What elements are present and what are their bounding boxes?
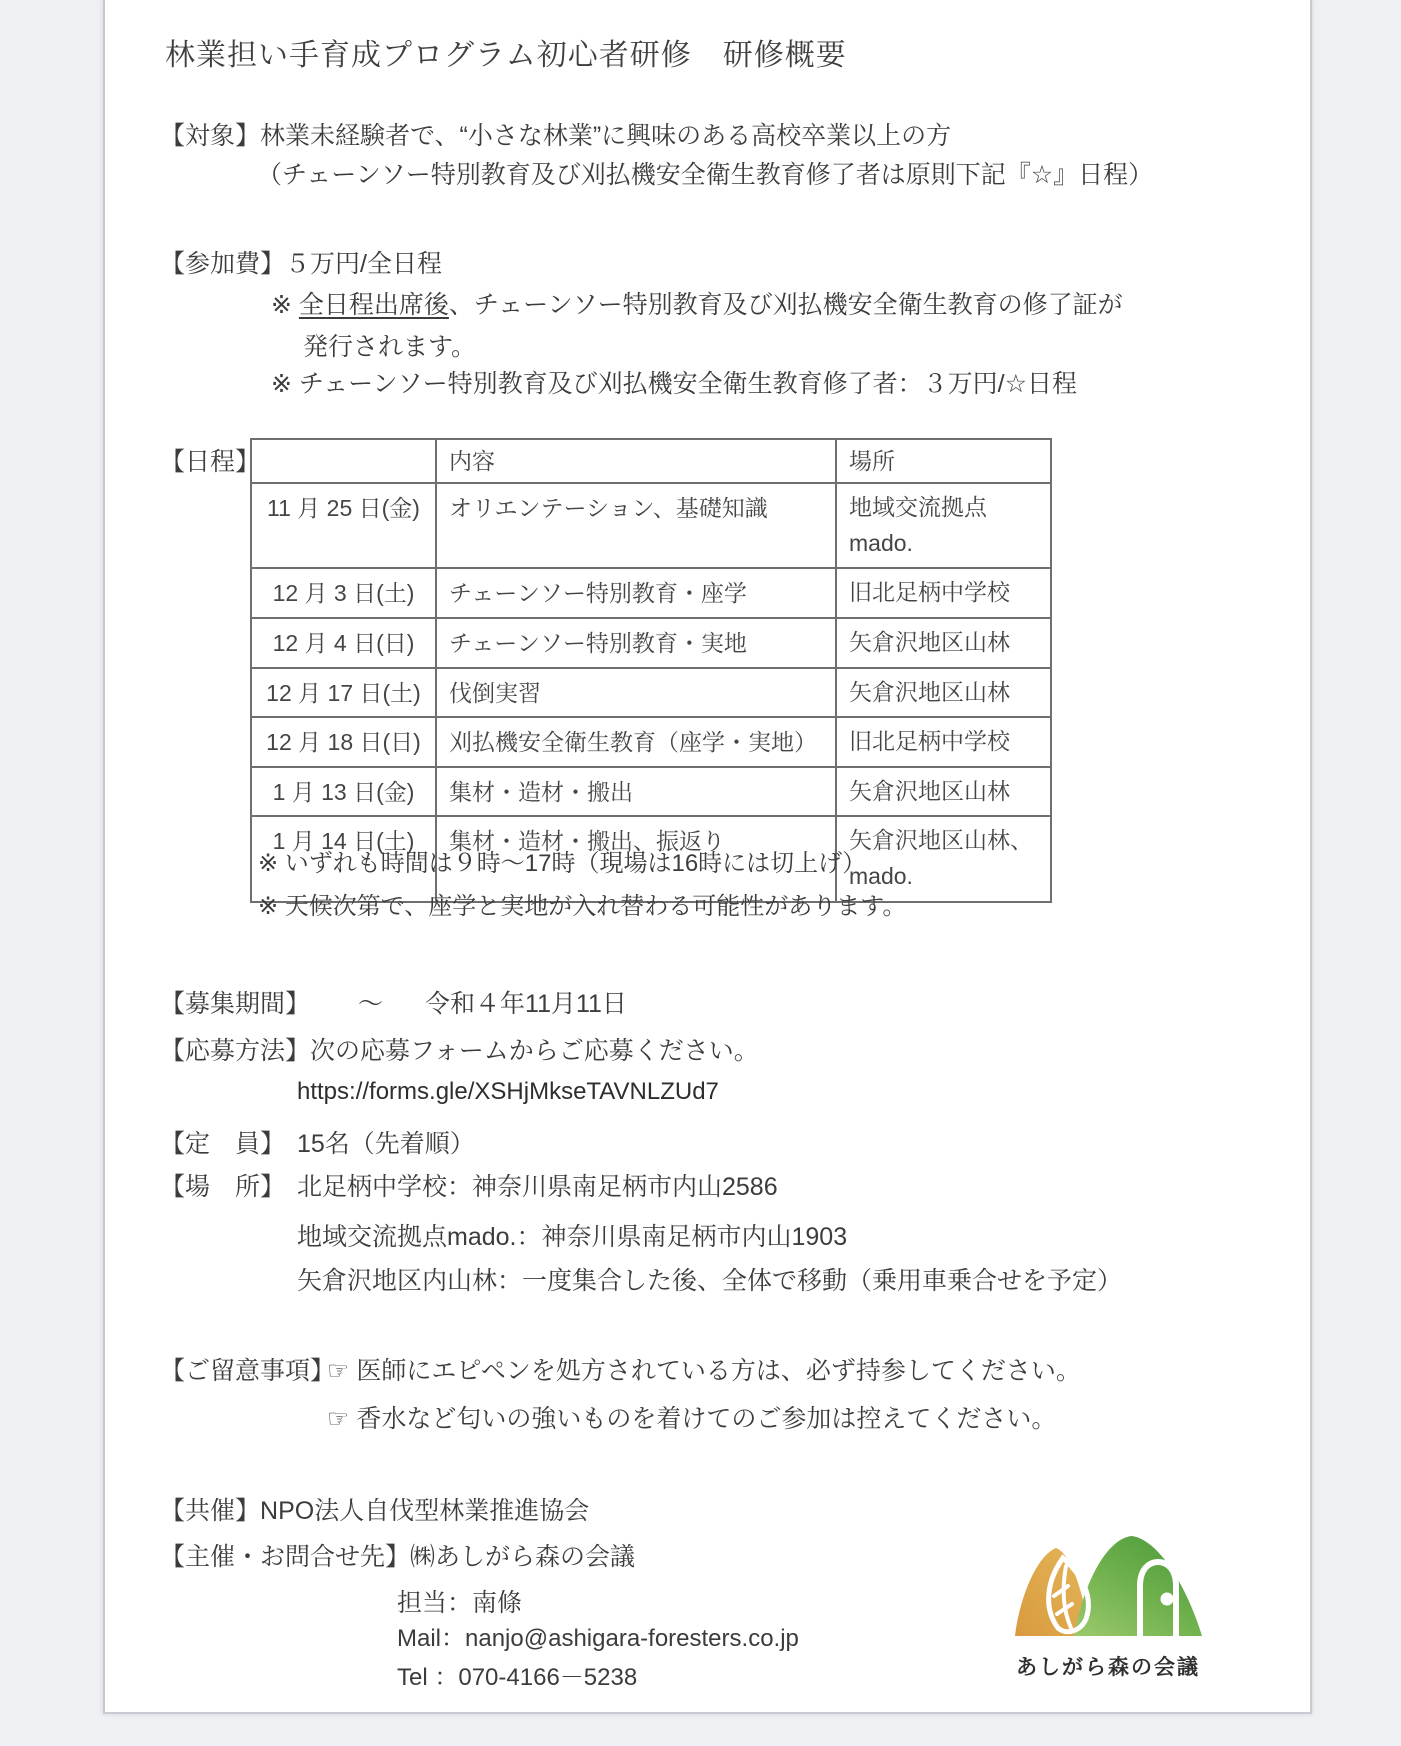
page-title: 林業担い手育成プログラム初心者研修 研修概要 bbox=[165, 39, 847, 72]
recruitment-label: 【募集期間】 bbox=[160, 990, 311, 1018]
cell-content: 伐倒実習 bbox=[436, 668, 836, 718]
table-row bbox=[251, 483, 1051, 568]
schedule-weather-note: ※ 天候次第で、座学と実地が入れ替わる可能性があります。 bbox=[258, 893, 907, 920]
cell-place: 旧北足柄中学校 bbox=[836, 568, 1051, 618]
cell-date: 12 月 17 日(土) bbox=[251, 668, 436, 718]
location-line-1: 北足柄中学校：神奈川県南足柄市内山2586 bbox=[297, 1173, 778, 1201]
fee-note-underlined: 全日程出席後 bbox=[298, 291, 449, 319]
location-line-2: 地域交流拠点mado.：神奈川県南足柄市内山1903 bbox=[297, 1223, 848, 1251]
cell-content: オリエンテーション、基礎知識 bbox=[436, 483, 836, 568]
ashigara-logo-icon bbox=[1008, 1522, 1208, 1644]
tel-label: Tel ： bbox=[397, 1664, 459, 1691]
contact-tel bbox=[397, 1657, 637, 1692]
recruitment-deadline: 令和４年11月11日 bbox=[425, 990, 627, 1018]
target-label: 【対象】 bbox=[160, 122, 261, 150]
cohost-row bbox=[160, 1491, 589, 1527]
cell-date: 12 月 18 日(日) bbox=[251, 717, 436, 767]
cell-content: 集材・造材・搬出 bbox=[436, 767, 836, 817]
capacity-label: 【定 員】 bbox=[160, 1130, 286, 1158]
cell-content: チェーンソー特別教育・実地 bbox=[436, 618, 836, 668]
caution-line-1: ☞ 医師にエピペンを処方されている方は、必ず持参してください。 bbox=[327, 1357, 1081, 1385]
cell-date: 11 月 25 日(金) bbox=[251, 483, 436, 568]
application-text: 次の応募フォームからご応募ください。 bbox=[310, 1037, 759, 1065]
cell-place: 旧北足柄中学校 bbox=[836, 717, 1051, 767]
cell-place: 矢倉沢地区山林 bbox=[836, 618, 1051, 668]
fee-note-rest: 、チェーンソー特別教育及び刈払機安全衛生教育の修了証が bbox=[448, 291, 1123, 319]
table-row bbox=[251, 668, 1051, 718]
host-label: 【主催・お問合せ先】 bbox=[160, 1543, 411, 1571]
cohost-label: 【共催】 bbox=[160, 1497, 261, 1525]
schedule-table bbox=[250, 438, 1052, 903]
cell-content: 集材・造材・搬出、振返り bbox=[436, 816, 836, 902]
cell-place: 矢倉沢地区山林 bbox=[836, 668, 1051, 718]
caution-line-2: ☞ 香水など匂いの強いものを着けてのご参加は控えてください。 bbox=[327, 1405, 1057, 1433]
table-row bbox=[251, 717, 1051, 767]
tilde: ～ bbox=[358, 990, 384, 1018]
cell-content: チェーンソー特別教育・座学 bbox=[436, 568, 836, 618]
target-text: 林業未経験者で、“小さな林業”に興味のある高校卒業以上の方 bbox=[260, 122, 952, 150]
cell-place: 矢倉沢地区山林 bbox=[836, 767, 1051, 817]
header-content: 内容 bbox=[436, 439, 836, 483]
target-row bbox=[160, 116, 951, 152]
fee-label: 【参加費】 bbox=[160, 250, 286, 278]
caution-label: 【ご留意事項】 bbox=[160, 1357, 336, 1385]
recruitment-row bbox=[160, 984, 627, 1020]
cell-place: 地域交流拠点mado. bbox=[836, 483, 1051, 568]
logo-text: あしがら森の会議 bbox=[1016, 1656, 1200, 1679]
doorknob bbox=[1161, 1593, 1174, 1606]
schedule-time-note: ※ いずれも時間は９時～17時（現場は16時には切上げ） bbox=[258, 850, 867, 877]
cell-date: 1 月 13 日(金) bbox=[251, 767, 436, 817]
fee-amount: ５万円/全日程 bbox=[285, 250, 442, 278]
cell-date: 1 月 14 日(土) bbox=[251, 816, 436, 902]
location-line-3: 矢倉沢地区内山林：一度集合した後、全体で移動（乗用車乗合せを予定） bbox=[297, 1267, 1123, 1295]
host-value: ㈱あしがら森の会議 bbox=[410, 1543, 636, 1571]
cell-place: 矢倉沢地区山林、mado. bbox=[836, 816, 1051, 902]
application-row bbox=[160, 1031, 759, 1067]
ashigara-logo bbox=[1008, 1522, 1208, 1681]
host-row bbox=[160, 1537, 635, 1573]
cell-date: 12 月 3 日(土) bbox=[251, 568, 436, 618]
schedule-label: 【日程】 bbox=[160, 448, 261, 476]
application-form-url[interactable]: https://forms.gle/XSHjMkseTAVNLZUd7 bbox=[297, 1078, 719, 1105]
table-header-row bbox=[251, 439, 1051, 483]
header-place: 場所 bbox=[836, 439, 1051, 483]
cohost-value: NPO法人自伐型林業推進協会 bbox=[260, 1497, 590, 1525]
document-page bbox=[103, 0, 1312, 1714]
target-note: （チェーンソー特別教育及び刈払機安全衛生教育修了者は原則下記『☆』日程） bbox=[257, 161, 1154, 189]
mail-label: Mail： bbox=[397, 1625, 466, 1652]
contact-person: 担当：南條 bbox=[397, 1589, 523, 1617]
application-label: 【応募方法】 bbox=[160, 1037, 311, 1065]
fee-note-1 bbox=[271, 285, 1123, 321]
contact-mail bbox=[397, 1618, 799, 1653]
fee-note-2: ※ チェーンソー特別教育及び刈払機安全衛生教育修了者：３万円/☆日程 bbox=[271, 370, 1078, 398]
mail-value: nanjo@ashigara-foresters.co.jp bbox=[465, 1625, 799, 1652]
table-row bbox=[251, 767, 1051, 817]
cell-content: 刈払機安全衛生教育（座学・実地） bbox=[436, 717, 836, 767]
location-label: 【場 所】 bbox=[160, 1173, 286, 1201]
table-row bbox=[251, 618, 1051, 668]
table-row bbox=[251, 568, 1051, 618]
cell-date: 12 月 4 日(日) bbox=[251, 618, 436, 668]
tel-value: 070-4166－5238 bbox=[458, 1664, 638, 1691]
reference-mark: ※ bbox=[271, 291, 299, 319]
header-date bbox=[251, 439, 436, 483]
capacity-value: 15名（先着順） bbox=[297, 1130, 475, 1158]
fee-row bbox=[160, 244, 442, 280]
fee-note-1-cont: 発行されます。 bbox=[303, 333, 477, 361]
